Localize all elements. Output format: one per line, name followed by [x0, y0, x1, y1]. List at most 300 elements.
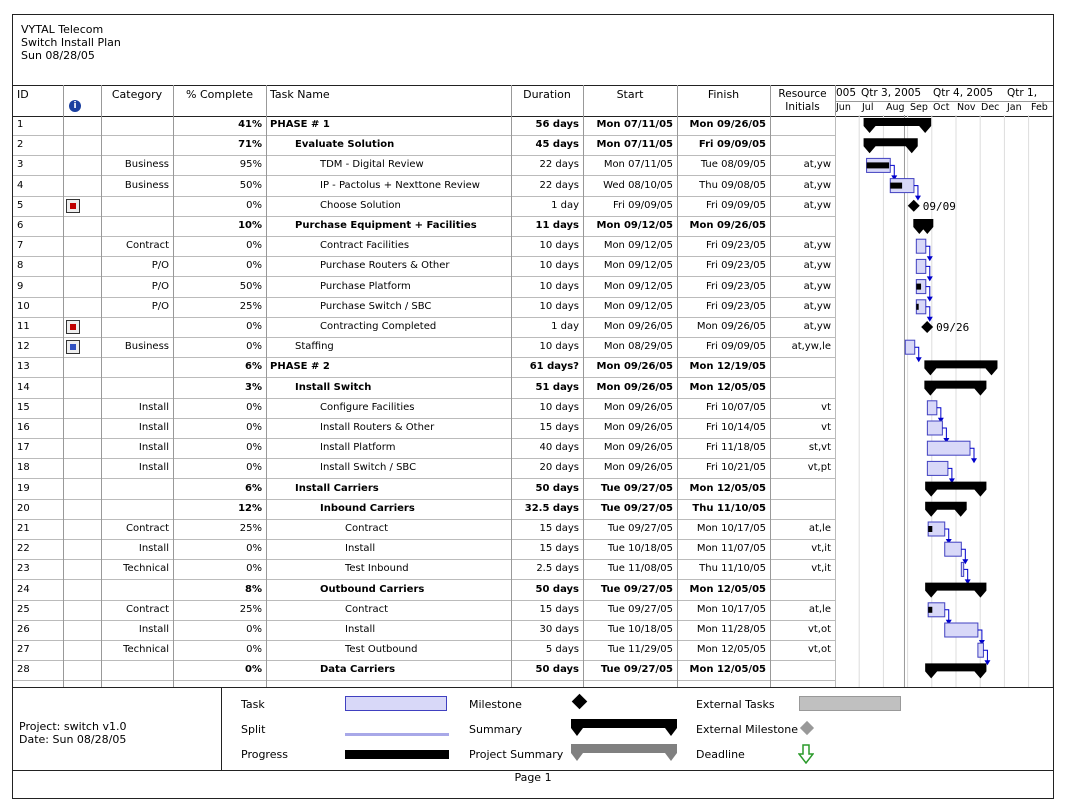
constraint-icon[interactable] — [66, 199, 80, 213]
row-category: Install — [138, 422, 169, 433]
column-divider — [677, 85, 678, 687]
row-duration: 1 day — [551, 321, 579, 332]
row-duration: 22 days — [539, 179, 579, 191]
row-resource-initials: at,yw — [803, 179, 831, 191]
row-finish: Thu 09/08/05 — [699, 179, 766, 191]
row-duration: 2.5 days — [536, 563, 579, 575]
row-start: Wed 08/10/05 — [603, 179, 673, 191]
row-duration: 50 days — [535, 583, 579, 595]
gantt-task-bar — [927, 401, 936, 415]
row-category: Business — [124, 159, 169, 171]
table-row[interactable] — [13, 398, 835, 419]
row-indicator — [63, 458, 101, 478]
ts-partial: 005 — [836, 87, 857, 99]
table-row[interactable] — [13, 236, 835, 257]
row-start: Mon 09/12/05 — [603, 300, 673, 312]
row-finish: Mon 09/26/05 — [696, 321, 766, 332]
table-row[interactable] — [13, 620, 835, 641]
legend-project-date: Date: Sun 08/28/05 — [19, 733, 127, 746]
row-start: Tue 09/27/05 — [607, 523, 673, 534]
row-task-name: Purchase Routers & Other — [320, 260, 450, 272]
legend-milestone-label: Milestone — [469, 698, 522, 711]
info-icon: i — [69, 100, 81, 112]
row-task-name: Purchase Platform — [320, 280, 411, 292]
legend-project-summary-swatch — [571, 744, 677, 762]
row-indicator — [63, 499, 101, 519]
timescale — [835, 86, 1053, 116]
gantt-milestone-label: 09/09 — [922, 199, 956, 213]
row-finish: Mon 09/26/05 — [689, 220, 766, 231]
gantt-progress-bar — [928, 526, 932, 532]
row-finish: Mon 12/05/05 — [689, 583, 766, 595]
row-task-name: Contract — [345, 523, 389, 534]
ts-q1: Qtr 1, — [1007, 87, 1038, 99]
row-task-name: PHASE # 2 — [270, 361, 330, 373]
row-finish: Mon 11/28/05 — [696, 624, 766, 635]
legend-external-milestone-swatch — [800, 721, 814, 735]
table-row[interactable] — [13, 479, 835, 500]
row-resource-initials — [770, 357, 835, 377]
legend-project-summary-label: Project Summary — [469, 748, 564, 761]
row-resource-initials: at,yw — [803, 240, 831, 252]
gantt-summary-bar — [924, 381, 986, 396]
timescale-months — [835, 101, 1053, 116]
col-start: Start — [616, 88, 644, 101]
row-duration: 5 days — [545, 644, 579, 656]
row-start: Fri 09/09/05 — [612, 199, 673, 211]
row-duration: 1 day — [551, 199, 579, 211]
gantt-task-bar — [916, 239, 925, 253]
row-task-name: PHASE # 1 — [270, 119, 330, 130]
row-task-name: Configure Facilities — [320, 401, 415, 413]
m-jun: Jun — [836, 102, 851, 113]
row-indicator — [63, 620, 101, 640]
row-task-name: Outbound Carriers — [320, 583, 425, 595]
row-task-name: Choose Solution — [320, 199, 401, 211]
gantt-task-bar — [927, 461, 948, 475]
timescale-top — [835, 86, 1053, 102]
gantt-milestone — [908, 200, 920, 212]
row-category — [101, 317, 173, 337]
gantt-progress-bar — [928, 607, 932, 613]
row-start: Mon 09/12/05 — [603, 280, 673, 292]
row-pct-complete: 50% — [239, 280, 262, 292]
row-indicator — [63, 418, 101, 438]
row-pct-complete: 3% — [245, 381, 262, 393]
deadline-arrow-icon — [798, 744, 814, 764]
row-category: Business — [124, 179, 169, 191]
row-pct-complete: 0% — [246, 199, 262, 211]
row-indicator — [63, 640, 101, 660]
row-id: 11 — [17, 321, 30, 332]
legend-progress-label: Progress — [241, 748, 288, 761]
row-pct-complete: 25% — [239, 523, 262, 534]
col-id: ID — [17, 88, 29, 101]
table-row[interactable] — [13, 115, 835, 136]
row-start: Tue 09/27/05 — [607, 603, 673, 615]
row-resource-initials: at,yw — [803, 260, 831, 272]
row-duration: 15 days — [539, 422, 579, 433]
row-category — [101, 499, 173, 519]
row-duration: 10 days — [539, 341, 579, 353]
row-pct-complete: 0% — [246, 401, 262, 413]
row-start: Tue 09/27/05 — [600, 583, 673, 595]
row-start: Tue 10/18/05 — [607, 624, 673, 635]
row-id: 9 — [17, 280, 24, 292]
row-start: Mon 09/12/05 — [603, 240, 673, 252]
row-category — [101, 479, 173, 499]
col-resource-initials — [770, 86, 835, 116]
row-finish: Thu 11/10/05 — [699, 563, 766, 575]
table-row[interactable] — [13, 438, 835, 459]
row-start: Mon 09/26/05 — [603, 401, 673, 413]
col-task-name: Task Name — [270, 88, 330, 101]
row-resource-initials: vt,it — [811, 543, 831, 555]
gantt-progress-bar — [916, 284, 921, 290]
table-row[interactable] — [13, 499, 835, 520]
row-id: 19 — [17, 482, 30, 494]
legend-task-label: Task — [241, 698, 265, 711]
table-row[interactable] — [13, 155, 835, 176]
row-duration: 15 days — [539, 603, 579, 615]
gantt-task-bar — [927, 441, 970, 455]
row-finish: Tue 08/09/05 — [700, 159, 766, 171]
row-resource-initials — [770, 378, 835, 398]
legend — [13, 687, 1053, 771]
row-task-name: Install Switch / SBC — [320, 462, 417, 474]
row-indicator — [63, 398, 101, 418]
row-pct-complete: 6% — [245, 361, 262, 373]
row-indicator — [63, 155, 101, 175]
row-id: 2 — [17, 139, 24, 151]
m-dec: Dec — [981, 102, 1000, 113]
plan-title: Switch Install Plan — [21, 36, 121, 49]
row-pct-complete: 95% — [239, 159, 262, 171]
m-sep: Sep — [910, 102, 928, 113]
table-row[interactable] — [13, 357, 835, 378]
table-row[interactable] — [13, 458, 835, 479]
gantt-link-arrow — [971, 458, 977, 463]
col-category: Category — [111, 88, 163, 101]
row-duration: 15 days — [539, 543, 579, 555]
row-start: Mon 09/12/05 — [603, 260, 673, 272]
row-finish: Fri 11/18/05 — [705, 442, 766, 454]
row-pct-complete: 0% — [246, 321, 262, 332]
row-indicator — [63, 559, 101, 579]
row-id: 7 — [17, 240, 24, 252]
table-row[interactable] — [13, 660, 835, 681]
row-task-name: Data Carriers — [320, 664, 396, 676]
row-start: Mon 09/12/05 — [596, 220, 673, 231]
gantt-progress-bar — [890, 183, 902, 189]
table-row[interactable] — [13, 297, 835, 318]
row-resource-initials: at,le — [808, 523, 831, 534]
row-finish: Mon 12/05/05 — [689, 664, 766, 676]
row-pct-complete: 8% — [245, 583, 262, 595]
table-row[interactable] — [13, 640, 835, 661]
table-row[interactable] — [13, 135, 835, 156]
row-finish: Fri 09/09/05 — [705, 341, 766, 353]
row-id: 6 — [17, 220, 24, 231]
constraint-icon[interactable] — [66, 320, 80, 334]
column-divider — [583, 85, 584, 687]
row-task-name: Inbound Carriers — [320, 502, 415, 514]
row-duration: 22 days — [539, 159, 579, 171]
legend-divider — [221, 688, 222, 770]
row-duration: 61 days? — [529, 361, 579, 373]
row-start: Mon 07/11/05 — [603, 159, 673, 171]
column-divider — [173, 85, 174, 687]
row-category — [101, 216, 173, 236]
row-finish: Fri 10/07/05 — [705, 401, 766, 413]
row-category — [101, 135, 173, 155]
row-indicator — [63, 600, 101, 620]
row-id: 20 — [17, 502, 30, 514]
legend-project-info — [19, 720, 126, 746]
legend-project-name: Project: switch v1.0 — [19, 720, 127, 733]
page-frame — [12, 14, 1054, 799]
table-row[interactable] — [13, 176, 835, 197]
row-start: Mon 09/26/05 — [603, 321, 673, 332]
row-task-name: IP - Pactolus + Nexttone Review — [320, 179, 480, 191]
column-divider — [266, 85, 267, 687]
row-resource-initials: at,yw — [803, 159, 831, 171]
row-pct-complete: 0% — [246, 240, 262, 252]
row-start: Mon 09/26/05 — [603, 442, 673, 454]
legend-summary-label: Summary — [469, 723, 523, 736]
row-task-name: Install Carriers — [295, 482, 379, 494]
gantt-task-bar — [945, 542, 962, 556]
row-id: 26 — [17, 624, 30, 635]
row-pct-complete: 0% — [245, 664, 262, 676]
row-pct-complete: 6% — [245, 482, 262, 494]
row-start: Mon 07/11/05 — [596, 119, 673, 130]
table-row[interactable] — [13, 337, 835, 358]
row-resource-initials — [770, 479, 835, 499]
row-start: Tue 09/27/05 — [600, 664, 673, 676]
gantt-summary-bar — [864, 138, 918, 153]
row-duration: 15 days — [539, 523, 579, 534]
row-pct-complete: 25% — [239, 300, 262, 312]
row-id: 27 — [17, 644, 30, 656]
row-start: Tue 10/18/05 — [607, 543, 673, 555]
row-start: Mon 07/11/05 — [596, 139, 673, 151]
row-task-name: Staffing — [295, 341, 334, 353]
gantt-task-bar — [978, 643, 984, 657]
row-resource-initials: at,yw — [803, 199, 831, 211]
gantt-link-arrow — [916, 357, 922, 362]
row-indicator — [63, 317, 101, 337]
gantt-summary-bar — [925, 502, 967, 517]
row-duration: 10 days — [539, 300, 579, 312]
row-category: Technical — [123, 563, 169, 575]
row-pct-complete: 0% — [246, 422, 262, 433]
row-finish: Mon 09/26/05 — [689, 119, 766, 130]
row-finish: Fri 09/09/05 — [705, 199, 766, 211]
row-resource-initials — [770, 135, 835, 155]
table-row[interactable] — [13, 317, 835, 338]
gantt-progress-bar — [867, 162, 890, 168]
row-indicator — [63, 216, 101, 236]
row-resource-initials: vt,pt — [807, 462, 831, 474]
row-duration: 50 days — [535, 664, 579, 676]
col-pct-complete: % Complete — [186, 88, 253, 101]
row-duration: 50 days — [535, 482, 579, 494]
table-row[interactable] — [13, 600, 835, 621]
row-task-name: Contract Facilities — [320, 240, 410, 252]
gantt-task-bar — [916, 259, 925, 273]
row-pct-complete: 0% — [246, 462, 262, 474]
row-finish: Fri 10/14/05 — [705, 422, 766, 433]
row-pct-complete: 50% — [239, 179, 262, 191]
gantt-summary-bar — [864, 118, 932, 133]
row-duration: 10 days — [539, 401, 579, 413]
row-category: Technical — [123, 644, 169, 656]
row-pct-complete: 0% — [246, 260, 262, 272]
m-aug: Aug — [886, 102, 905, 113]
row-duration: 56 days — [535, 119, 579, 130]
row-duration: 10 days — [539, 260, 579, 272]
row-finish: Mon 10/17/05 — [696, 523, 766, 534]
row-indicator — [63, 135, 101, 155]
row-duration: 32.5 days — [524, 502, 579, 514]
row-finish: Fri 09/23/05 — [705, 260, 766, 272]
column-divider — [511, 85, 512, 687]
row-task-name: Install — [345, 543, 376, 555]
row-indicator — [63, 539, 101, 559]
table-row[interactable] — [13, 539, 835, 560]
row-id: 21 — [17, 523, 30, 534]
row-category: Install — [138, 442, 169, 454]
m-oct: Oct — [933, 102, 950, 113]
row-id: 25 — [17, 603, 30, 615]
row-category: P/O — [151, 260, 169, 272]
legend-milestone-swatch — [572, 694, 588, 710]
row-duration: 45 days — [535, 139, 579, 151]
row-duration: 30 days — [539, 624, 579, 635]
table-row[interactable] — [13, 196, 835, 217]
legend-external-milestone-label: External Milestone — [696, 723, 799, 736]
m-jan: Jan — [1007, 102, 1022, 113]
row-indicator — [63, 337, 101, 357]
row-finish: Mon 12/19/05 — [689, 361, 766, 373]
row-resource-initials — [770, 115, 835, 135]
table-row[interactable] — [13, 277, 835, 298]
column-divider — [101, 85, 102, 687]
row-category: Business — [124, 341, 169, 353]
gantt-task-bar — [961, 562, 963, 576]
row-finish: Fri 09/23/05 — [705, 300, 766, 312]
row-start: Mon 09/26/05 — [603, 422, 673, 433]
row-id: 3 — [17, 159, 24, 171]
row-start: Mon 09/26/05 — [596, 361, 673, 373]
table-row[interactable] — [13, 378, 835, 399]
gantt-task-bar — [905, 340, 914, 354]
gantt-link-arrow — [915, 196, 921, 201]
row-start: Mon 08/29/05 — [603, 341, 673, 353]
row-pct-complete: 41% — [238, 119, 262, 130]
row-duration: 40 days — [539, 442, 579, 454]
row-category: Install — [138, 624, 169, 635]
col-indicator — [63, 86, 101, 116]
row-resource-initials: vt,ot — [807, 624, 831, 635]
row-pct-complete: 10% — [238, 220, 262, 231]
m-feb: Feb — [1031, 102, 1048, 113]
row-category: P/O — [151, 280, 169, 292]
row-id: 17 — [17, 442, 30, 454]
row-duration: 10 days — [539, 240, 579, 252]
row-task-name: Contracting Completed — [320, 321, 437, 332]
row-task-name: Test Inbound — [345, 563, 409, 575]
table-row[interactable] — [13, 559, 835, 580]
row-resource-initials — [770, 499, 835, 519]
row-indicator — [63, 580, 101, 600]
row-id: 18 — [17, 462, 30, 474]
table-row[interactable] — [13, 580, 835, 601]
row-pct-complete: 0% — [246, 341, 262, 353]
row-category: Contract — [125, 240, 169, 252]
report-header — [21, 23, 121, 62]
legend-external-tasks-swatch — [799, 696, 901, 711]
row-start: Mon 09/26/05 — [603, 462, 673, 474]
row-indicator — [63, 297, 101, 317]
table-row[interactable] — [13, 519, 835, 540]
row-category — [101, 115, 173, 135]
row-finish: Thu 11/10/05 — [692, 502, 766, 514]
row-category — [101, 196, 173, 216]
row-resource-initials: at,yw — [803, 300, 831, 312]
row-category: Install — [138, 462, 169, 474]
gantt-summary-bar — [924, 360, 997, 375]
row-pct-complete: 12% — [238, 502, 262, 514]
row-resource-initials: at,yw — [803, 321, 831, 332]
table-row[interactable] — [13, 418, 835, 439]
row-pct-complete: 0% — [246, 624, 262, 635]
legend-split-label: Split — [241, 723, 266, 736]
row-resource-initials: vt — [821, 422, 831, 433]
row-indicator — [63, 236, 101, 256]
row-indicator — [63, 115, 101, 135]
row-indicator — [63, 357, 101, 377]
row-task-name: TDM - Digital Review — [320, 159, 424, 171]
table-row[interactable] — [13, 216, 835, 237]
gantt-progress-bar — [916, 304, 918, 310]
row-task-name: Install Platform — [320, 442, 396, 454]
table-row[interactable] — [13, 256, 835, 277]
row-resource-initials: at,yw,le — [791, 341, 831, 353]
row-id: 10 — [17, 300, 30, 312]
row-finish: Fri 09/23/05 — [705, 280, 766, 292]
row-indicator — [63, 519, 101, 539]
row-id: 4 — [17, 179, 24, 191]
legend-split-swatch — [345, 733, 449, 736]
row-start: Tue 11/29/05 — [607, 644, 673, 656]
row-indicator — [63, 378, 101, 398]
gantt-milestone-label: 09/26 — [936, 321, 970, 334]
legend-task-swatch — [345, 696, 447, 711]
notes-icon[interactable] — [66, 340, 80, 354]
row-finish: Fri 09/09/05 — [698, 139, 766, 151]
row-resource-initials: vt — [821, 401, 831, 413]
row-duration: 20 days — [539, 462, 579, 474]
col-finish: Finish — [707, 88, 740, 101]
row-start: Mon 09/26/05 — [596, 381, 673, 393]
row-category — [101, 378, 173, 398]
legend-deadline-label: Deadline — [696, 748, 745, 761]
row-category: Install — [138, 401, 169, 413]
row-id: 16 — [17, 422, 30, 433]
row-id: 5 — [17, 199, 24, 211]
